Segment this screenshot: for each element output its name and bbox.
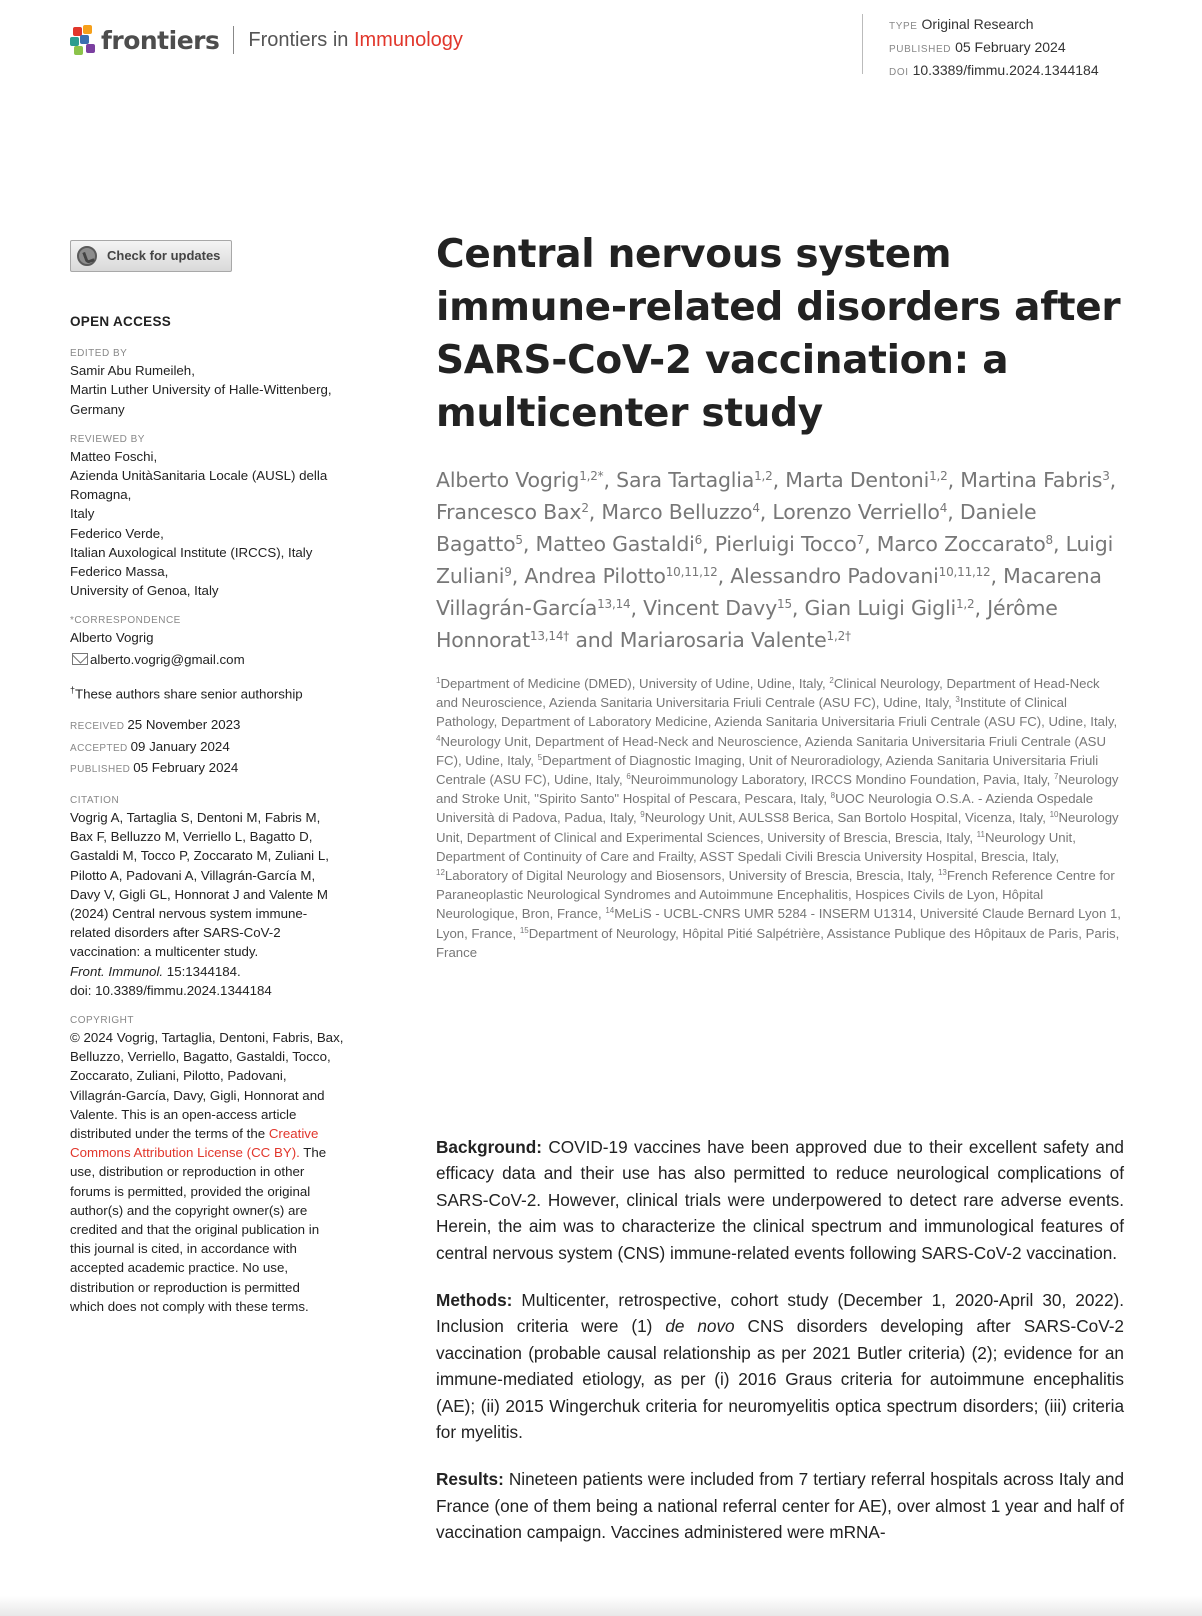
article-meta — [862, 14, 1099, 78]
author-list — [436, 464, 1124, 656]
author-affiliation-marker: 6 — [694, 533, 703, 547]
affiliation-number: 4 — [436, 733, 441, 743]
author[interactable] — [575, 628, 850, 652]
affiliation-text: UOC Neurologia O.S.A. - Azienda Ospedale Università di Padova, Padua, Italy, — [436, 791, 1094, 826]
affiliation-number: 13 — [937, 868, 947, 878]
author-separator: , — [947, 500, 960, 524]
article-front-matter — [436, 228, 1124, 962]
affiliation-text: Institute of Clinical Pathology, Department of Laboratory Medicine, Azienda Sanitaria Universitaria Friuli Centrale (ASU FC), Udine, Italy, — [436, 695, 1118, 730]
affiliation-text: Clinical Neurology, Department of Head-Neck and Neuroscience, Azienda Sanitaria Universitaria Friuli Centrale (ASU FC), Udine, Italy, — [436, 676, 1100, 711]
author-separator: , — [702, 532, 715, 556]
sidebar — [70, 240, 370, 1316]
affiliation-text: French Reference Centre for Paraneoplastic Neurological Syndromes and Autoimmune Encephalitis, Hospices Civils de Lyon, Hôpital Neurologique, Bron, France, — [436, 868, 1115, 922]
author-affiliation-marker: 1,2† — [826, 629, 851, 643]
author[interactable] — [960, 468, 1116, 492]
author-separator: , — [717, 564, 731, 588]
author-separator: , — [511, 564, 525, 588]
author-separator: , — [791, 596, 805, 620]
author-affiliation-marker: 9 — [504, 565, 512, 579]
affiliation-text: Neurology Unit, Department of Clinical and Experimental Sciences, University of Brescia, Brescia, Italy, — [436, 810, 1119, 845]
logo-square-green — [74, 46, 83, 55]
author-name[interactable]: Matteo Gastaldi — [535, 532, 695, 556]
sidebar-published-date: PUBLISHED 05 February 2024 — [70, 760, 239, 776]
logo-square-blue — [80, 35, 89, 44]
author-name[interactable]: Alessandro Padovani — [730, 564, 939, 588]
logo-wordmark: frontiers — [101, 25, 220, 55]
author-separator: , — [990, 564, 1004, 588]
citation-text: Vogrig A, Tartaglia S, Dentoni M, Fabris M, Bax F, Belluzzo M, Verriello L, Bagatto D, Gastaldi M, Tocco P, Zoccarato M, Zuliani L, Pilotto A, Padovani A, Villagrán-García M, Davy V, Gigli GL, Honnorat J and Valente M (2024) Central nervous system immune- related disorders after SARS-CoV-2 vaccination: a multicenter study. Front. Immunol. 15:1344184. doi: 10.3389/fimmu.2024.1344184 — [70, 809, 329, 998]
affiliation-text: Department of Medicine (DMED), University of Udine, Udine, Italy, — [440, 676, 830, 691]
author[interactable] — [436, 468, 616, 492]
affiliation-number: 2 — [829, 676, 834, 685]
affiliation-number: 12 — [436, 868, 445, 878]
affiliation-text: Neurology Unit, Department of Head-Neck and Neuroscience, Azienda Sanitaria Universitaria Friuli Centrale (ASU FC), Udine, Italy, — [436, 733, 1106, 768]
affiliation-number: 11 — [976, 829, 985, 839]
author-affiliation-marker: 5 — [515, 533, 523, 547]
abstract-methods: Methods: Multicenter, retrospective, cohort study (December 1, 2020-April 30, 2022). Inclusion criteria were (1) de novo CNS disorders developing after SARS-CoV-2 vaccination (probable causal relationship as per 2021 Butler criteria) (2); evidence for an immune-mediated etiology, as per (i) 2016 Graus criteria for autoimmune encephalitis (AE); (ii) 2015 Wingerchuk criteria for neuromyelitis optica spectrum disorders; (iii) criteria for myelitis. — [436, 1290, 1124, 1443]
author-separator: , — [864, 532, 877, 556]
author-name[interactable]: Vincent Davy — [643, 596, 778, 620]
check-for-updates-label: Check for updates — [107, 248, 221, 264]
affiliation — [640, 810, 1049, 825]
author-affiliation-marker: 15 — [777, 597, 792, 611]
author[interactable] — [805, 596, 988, 620]
author-affiliation-marker: 10,11,12 — [938, 565, 991, 579]
accepted-date: ACCEPTED 09 January 2024 — [70, 738, 230, 754]
reviewed-by-label: REVIEWED BY — [70, 433, 145, 445]
abstract-background: Background: COVID-19 vaccines have been approved due to their excellent safety and efficacy data and their use has also permitted to reduce neurological complications of SARS-CoV-2. However, clinical trials were underpowered to detect rare adverse events. Herein, the aim was to characterize the clinical spectrum and immunological features of central nervous system (CNS) immune-related events following SARS-CoV-2 vaccination. — [436, 1137, 1124, 1263]
author-affiliation-marker: 8 — [1045, 533, 1053, 547]
frontiers-logo-icon — [70, 25, 96, 55]
affiliation-text: Neurology and Stroke Unit, "Spirito Santo" Hospital of Pescara, Pescara, Italy, — [436, 772, 1119, 807]
affiliation-text: Laboratory of Digital Neurology and Biosensors, University of Brescia, Brescia, Italy, — [444, 868, 938, 884]
affiliation-number: 5 — [537, 752, 543, 762]
author-name[interactable]: and Mariarosaria Valente — [575, 628, 827, 652]
author-name[interactable]: Sara Tartaglia — [616, 468, 755, 492]
author[interactable] — [601, 500, 772, 524]
author-affiliation-marker: 2 — [581, 501, 589, 515]
article-dates — [70, 715, 370, 780]
senior-authorship-note: †These authors share senior authorship — [70, 684, 303, 702]
edited-by-text: Samir Abu Rumeileh, Martin Luther University of Halle-Wittenberg, Germany — [70, 363, 332, 417]
author-name[interactable]: Marta Dentoni — [785, 468, 930, 492]
author-separator: , — [1052, 532, 1066, 556]
affiliation-number: 1 — [436, 676, 441, 685]
author-affiliation-marker: 13,14† — [529, 629, 570, 643]
affiliation-text: Department of Diagnostic Imaging, Unit of Neuroradiology, Azienda Sanitaria Universitaria Friuli Centrale (ASU FC), Udine, Italy, — [436, 752, 1099, 788]
author-separator: , — [759, 500, 773, 524]
author-separator: , — [522, 532, 536, 556]
correspondence-email[interactable]: alberto.vogrig@gmail.com — [90, 651, 245, 667]
author-name[interactable]: Alberto Vogrig — [436, 468, 580, 492]
author[interactable] — [436, 500, 601, 524]
author[interactable] — [772, 500, 959, 524]
author-separator: , — [1109, 468, 1116, 492]
author-name[interactable]: Gian Luigi Gigli — [804, 596, 956, 620]
author-affiliation-marker: 1,2 — [754, 469, 773, 483]
correspondence-email-row[interactable] — [70, 650, 370, 669]
logo-square-purple — [86, 44, 95, 53]
author-separator: , — [947, 468, 961, 492]
cc-by-license-link[interactable]: Creative Commons Attribution License (CC BY). — [70, 1126, 319, 1161]
logo-divider — [233, 26, 234, 54]
reviewed-by-text: Matteo Foschi, Azienda UnitàSanitaria Locale (AUSL) della Romagna, Italy Federico Verde, Italian Auxological Institute (IRCCS), Italy Federico Massa, University of Genoa, Italy — [70, 448, 328, 599]
author-name[interactable]: Pierluigi Tocco — [714, 532, 857, 556]
affiliation — [436, 676, 829, 691]
check-for-updates-button[interactable] — [70, 240, 232, 272]
edited-by-label: EDITED BY — [70, 348, 128, 360]
logo-square-teal — [70, 37, 79, 46]
article-type: TYPE Original Research — [889, 16, 1034, 32]
journal-name: Frontiers in Immunology — [248, 28, 463, 51]
copyright-label: COPYRIGHT — [70, 1015, 134, 1026]
affiliation-text: MeLiS - UCBL-CNRS UMR 5284 - INSERM U1314, Université Claude Bernard Lyon 1, Lyon, France, — [436, 906, 1121, 941]
author-name[interactable]: Jérôme Honnorat — [436, 596, 1058, 652]
doi[interactable]: DOI 10.3389/fimmu.2024.1344184 — [889, 62, 1099, 78]
affiliation-number: 15 — [519, 925, 529, 935]
author-separator: , — [974, 596, 988, 620]
affiliation-number: 7 — [1053, 772, 1059, 782]
author-separator: , — [603, 468, 617, 492]
affiliation-text: Neuroimmunology Laboratory, IRCCS Mondino Foundation, Pavia, Italy, — [630, 772, 1054, 788]
article-title: Central nervous system immune-related disorders after SARS-CoV-2 vaccination: a multicenter study — [436, 232, 1121, 436]
author-affiliation-marker: 1,2 — [955, 597, 975, 611]
author[interactable] — [785, 468, 960, 492]
author-affiliation-marker: 1,2* — [579, 469, 604, 483]
author-name[interactable]: Lorenzo Verriello — [772, 500, 940, 524]
abstract-results: Results: Nineteen patients were included from 7 tertiary referral hospitals across Italy and France (one of them being a national referral center for AE), over almost 1 year and half of vaccination campaign. Vaccines administered were mRNA- — [436, 1469, 1124, 1543]
author-affiliation-marker: 7 — [856, 533, 865, 547]
author-name[interactable]: Marco Belluzzo — [601, 500, 753, 524]
affiliation-number: 9 — [640, 810, 645, 820]
affiliation-text: Neurology Unit, Department of Continuity of Care and Frailty, ASST Spedali Civili Brescia University Hospital, Brescia, Italy, — [436, 829, 1076, 864]
affiliation — [436, 926, 1119, 960]
author-name[interactable]: Luigi Zuliani — [436, 532, 1114, 588]
affiliation-number: 10 — [1049, 810, 1059, 820]
author-affiliation-marker: 10,11,12 — [665, 565, 718, 579]
affiliation-list — [436, 674, 1124, 962]
affiliation-text: Department of Neurology, Hôpital Pitié Salpétrière, Assistance Publique des Hôpitaux de Paris, Paris, France — [436, 925, 1120, 960]
author-name[interactable]: Martina Fabris — [960, 468, 1103, 492]
published-date: PUBLISHED 05 February 2024 — [889, 39, 1066, 55]
crossmark-icon — [77, 246, 97, 266]
author[interactable] — [524, 564, 730, 588]
author-name[interactable]: Marco Zoccarato — [876, 532, 1046, 556]
author[interactable] — [616, 468, 785, 492]
author-affiliation-marker: 3 — [1102, 469, 1110, 483]
frontiers-logo[interactable] — [70, 25, 463, 55]
author[interactable] — [715, 532, 877, 556]
author-name[interactable]: Francesco Bax — [436, 500, 582, 524]
author-separator: , — [588, 500, 602, 524]
affiliation-number: 8 — [830, 791, 836, 801]
page-header — [0, 0, 1202, 90]
copyright-text: © 2024 Vogrig, Tartaglia, Dentoni, Fabris, Bax, Belluzzo, Verriello, Bagatto, Gastaldi, Tocco, Zoccarato, Zuliani, Pilotto, Padovani, Villagrán-García, Davy, Gigli, Honnorat and Valente. This is an open-access article distributed under the terms of the Creative Commons Attribution License (CC BY). The use, distribution or reproduction in other forums is permitted, provided the original author(s) and the copyright owner(s) are credited and that the original publication in this journal is cited, in accordance with accepted academic practice. No use, distribution or reproduction is permitted which does not comply with these terms. — [70, 1030, 344, 1314]
affiliation — [436, 868, 938, 883]
correspondence-label: *CORRESPONDENCE — [70, 615, 181, 627]
author-affiliation-marker: 4 — [752, 501, 760, 515]
author-name[interactable]: Daniele Bagatto — [436, 500, 1037, 556]
affiliation-text: Neurology Unit, AULSS8 Berica, San Bortolo Hospital, Vicenza, Italy, — [644, 810, 1050, 826]
author-affiliation-marker: 1,2 — [929, 469, 948, 483]
abstract — [436, 1134, 1124, 1567]
author[interactable] — [730, 564, 1003, 588]
affiliation — [626, 772, 1054, 787]
citation-label: CITATION — [70, 794, 120, 806]
author-affiliation-marker: 13,14 — [597, 597, 631, 611]
affiliation-number: 6 — [626, 772, 631, 782]
author-name[interactable]: Andrea Pilotto — [524, 564, 666, 588]
envelope-icon — [72, 653, 88, 665]
page-bottom-fade — [0, 1596, 1202, 1616]
author[interactable] — [877, 532, 1066, 556]
affiliation-number: 3 — [955, 695, 960, 705]
author-affiliation-marker: 4 — [939, 501, 948, 515]
author[interactable] — [643, 596, 804, 620]
author[interactable] — [536, 532, 715, 556]
received-date: RECEIVED 25 November 2023 — [70, 717, 241, 733]
author-separator: , — [772, 468, 786, 492]
correspondence-name: Alberto Vogrig — [70, 630, 154, 646]
logo-square-orange — [83, 25, 92, 34]
author-name[interactable]: Macarena Villagrán-García — [436, 564, 1102, 620]
open-access-label: OPEN ACCESS — [70, 314, 172, 329]
affiliation-number: 14 — [605, 906, 615, 916]
author-separator: , — [630, 596, 644, 620]
